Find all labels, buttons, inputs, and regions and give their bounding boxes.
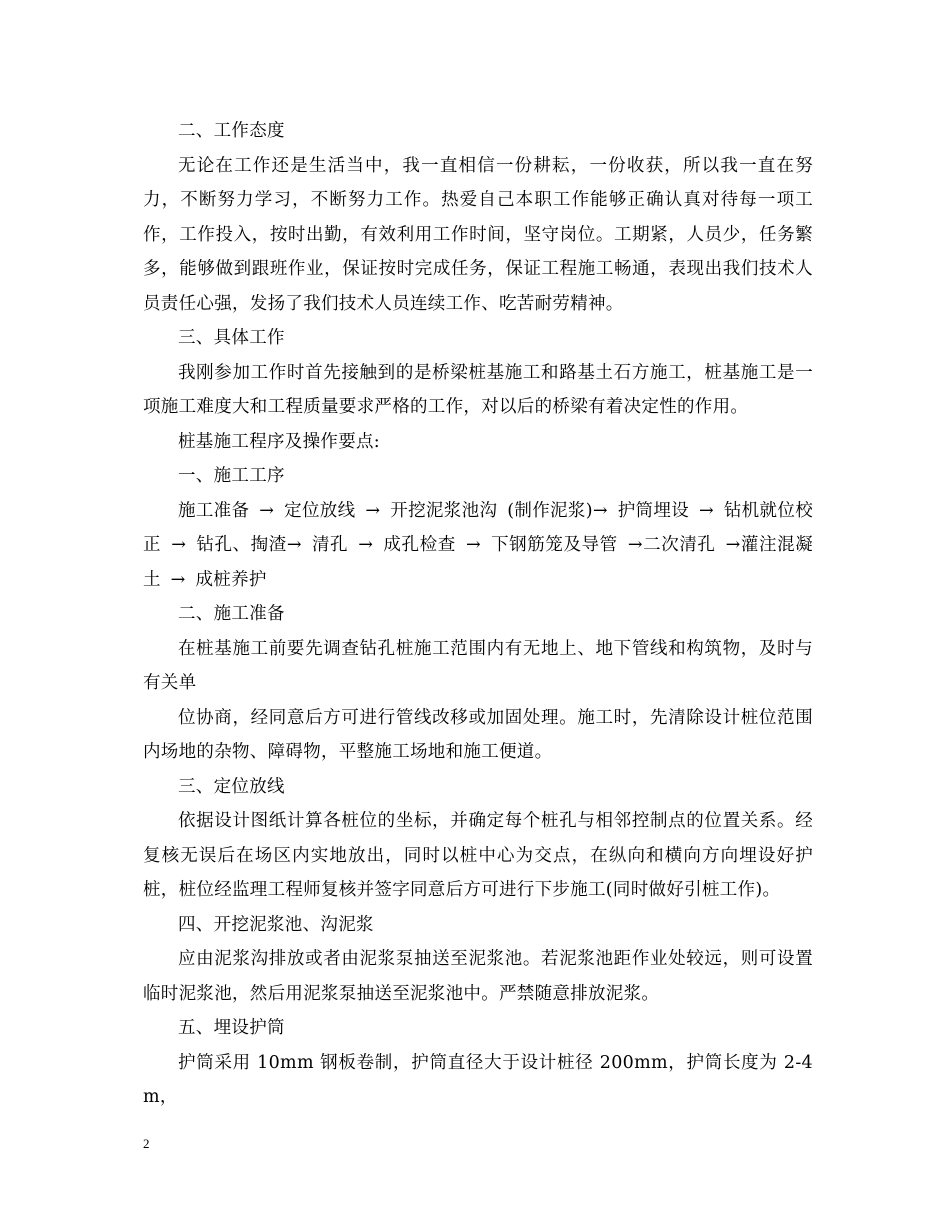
section-heading-construction-sequence: 一、施工工序 — [178, 466, 285, 486]
section-heading-mud-pit: 四、开挖泥浆池、沟泥浆 — [178, 914, 374, 935]
subheading-pile-procedure: 桩基施工程序及操作要点: — [178, 431, 380, 452]
section-heading-positioning: 三、定位放线 — [178, 776, 285, 797]
paragraph-work-attitude: 无论在工作还是生活当中，我一直相信一份耕耘，一份收获，所以我一直在努力，不断努力学习，不断努力工作。热爱自己本职工作能够正确认真对待每一项工作，工作投入，按时出勤，有效利用工作时间，坚守岗位。工期紧，人员少，任务繁多，能够做到跟班作业，保证按时完成任务，保证工程施工畅通，表现出我们技术人员责任心强，发扬了我们技术人员连续工作、吃苦耐劳精神。 — [143, 155, 813, 314]
paragraph-construction-sequence: 施工准备 → 定位放线 → 开挖泥浆池沟 (制作泥浆)→ 护筒埋设 → 钻机就位校正 → 钻孔、掏渣→ 清孔 → 成孔检查 → 下钢筋笼及导管 →二次清孔 →灌注混凝土 → 成桩养护 — [143, 500, 813, 590]
paragraph-positioning: 依据设计图纸计算各桩位的坐标，并确定每个桩孔与相邻控制点的位置关系。经复核无误后在场区内实地放出，同时以桩中心为交点，在纵向和横向方向埋设好护桩，桩位经监理工程师复核并签字同意后方可进行下步施工(同时做好引桩工作)。 — [143, 811, 813, 900]
paragraph-mud-pit: 应由泥浆沟排放或者由泥浆泵抽送至泥浆池。若泥浆池距作业处较远，则可设置临时泥浆池，然后用泥浆泵抽送至泥浆池中。严禁随意排放泥浆。 — [143, 949, 813, 1004]
document-body — [143, 114, 813, 1115]
page-number: 2 — [143, 1136, 150, 1151]
section-heading-specific-work: 三、具体工作 — [178, 328, 285, 348]
section-heading-work-attitude: 二、工作态度 — [178, 121, 285, 141]
section-heading-construction-preparation: 二、施工准备 — [178, 604, 285, 624]
paragraph-specific-work: 我刚参加工作时首先接触到的是桥梁桩基施工和路基土石方施工，桩基施工是一项施工难度大和工程质量要求严格的工作，对以后的桥梁有着决定性的作用。 — [143, 362, 813, 417]
paragraph-casing: 护筒采用 10mm 钢板卷制，护筒直径大于设计桩径 200mm，护筒长度为 2-4m， — [143, 1052, 813, 1107]
paragraph-preparation-part-2: 位协商，经同意后方可进行管线改移或加固处理。施工时，先清除设计桩位范围内场地的杂物、障碍物，平整施工场地和施工便道。 — [143, 707, 813, 762]
section-heading-casing: 五、埋设护筒 — [178, 1018, 285, 1038]
paragraph-preparation-part-1: 在桩基施工前要先调查钻孔桩施工范围内有无地上、地下管线和构筑物，及时与有关单 — [143, 638, 813, 693]
